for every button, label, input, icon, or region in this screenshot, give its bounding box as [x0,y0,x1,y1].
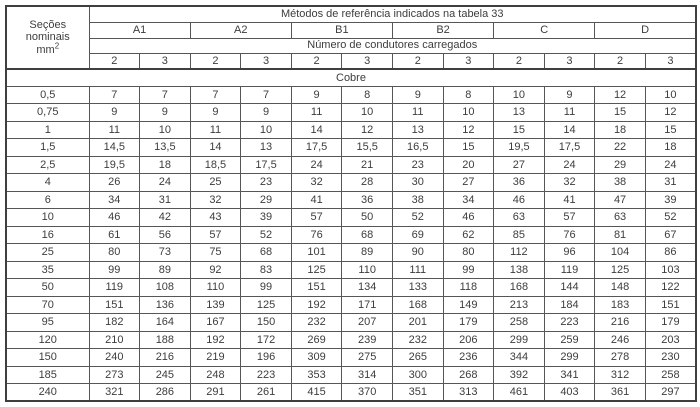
value-cell: 299 [494,331,545,349]
value-cell: 192 [190,331,241,349]
value-cell: 341 [544,366,595,384]
value-cell: 80 [443,244,494,262]
value-cell: 27 [494,156,545,174]
method-d-header: D [595,22,696,38]
value-cell: 46 [443,209,494,227]
material-row [6,69,696,86]
section-cell: 50 [6,279,89,297]
value-cell: 361 [595,384,646,402]
value-cell: 34 [443,191,494,209]
value-cell: 206 [443,331,494,349]
value-cell: 18 [140,156,191,174]
value-cell: 89 [342,244,393,262]
value-cell: 14 [291,121,342,139]
table-row [6,191,696,209]
value-cell: 240 [89,349,140,367]
value-cell: 31 [645,174,696,192]
value-cell: 314 [342,366,393,384]
value-cell: 12 [645,104,696,122]
value-cell: 297 [645,384,696,402]
value-cell: 125 [595,261,646,279]
value-cell: 7 [140,86,191,104]
value-cell: 32 [291,174,342,192]
table-row [6,261,696,279]
value-cell: 151 [291,279,342,297]
value-cell: 216 [140,349,191,367]
value-cell: 286 [140,384,191,402]
value-cell: 392 [494,366,545,384]
value-cell: 27 [443,174,494,192]
count-cell: 2 [595,53,646,69]
ampacity-table [5,5,697,402]
section-cell: 240 [6,384,89,402]
value-cell: 8 [443,86,494,104]
value-cell: 133 [392,279,443,297]
value-cell: 11 [190,121,241,139]
value-cell: 236 [443,349,494,367]
value-cell: 164 [140,314,191,332]
value-cell: 12 [342,121,393,139]
value-cell: 273 [89,366,140,384]
value-cell: 309 [291,349,342,367]
value-cell: 18 [595,121,646,139]
value-cell: 34 [89,191,140,209]
value-cell: 13 [392,121,443,139]
value-cell: 182 [89,314,140,332]
count-cell: 2 [494,53,545,69]
value-cell: 15 [494,121,545,139]
value-cell: 46 [494,191,545,209]
value-cell: 9 [190,104,241,122]
value-cell: 15 [645,121,696,139]
value-cell: 265 [392,349,443,367]
value-cell: 80 [89,244,140,262]
table-row [6,314,696,332]
value-cell: 104 [595,244,646,262]
value-cell: 144 [544,279,595,297]
section-cell: 150 [6,349,89,367]
value-cell: 14 [190,139,241,157]
value-cell: 23 [241,174,292,192]
section-cell: 0,75 [6,104,89,122]
value-cell: 275 [342,349,393,367]
value-cell: 29 [241,191,292,209]
value-cell: 36 [342,191,393,209]
section-cell: 10 [6,209,89,227]
section-cell: 6 [6,191,89,209]
table-row [6,279,696,297]
count-cell: 3 [342,53,393,69]
loaded-conductors-header: Número de condutores carregados [89,38,696,53]
value-cell: 14,5 [89,139,140,157]
value-cell: 149 [443,296,494,314]
value-cell: 89 [140,261,191,279]
value-cell: 299 [544,349,595,367]
value-cell: 259 [544,331,595,349]
method-groups-row [6,22,696,38]
section-cell: 1 [6,121,89,139]
value-cell: 52 [241,226,292,244]
value-cell: 57 [190,226,241,244]
count-cell: 2 [190,53,241,69]
value-cell: 68 [342,226,393,244]
value-cell: 11 [544,104,595,122]
value-cell: 223 [544,314,595,332]
value-cell: 7 [89,86,140,104]
value-cell: 31 [140,191,191,209]
value-cell: 148 [595,279,646,297]
value-cell: 461 [494,384,545,402]
value-cell: 24 [645,156,696,174]
table-body [6,86,696,401]
value-cell: 125 [241,296,292,314]
table-row [6,209,696,227]
section-cell: 95 [6,314,89,332]
count-cell: 2 [392,53,443,69]
value-cell: 14 [544,121,595,139]
table-row [6,104,696,122]
value-cell: 21 [342,156,393,174]
value-cell: 17,5 [241,156,292,174]
value-cell: 22 [595,139,646,157]
value-cell: 18 [645,139,696,157]
value-cell: 86 [645,244,696,262]
value-cell: 41 [544,191,595,209]
value-cell: 39 [645,191,696,209]
section-cell: 70 [6,296,89,314]
value-cell: 213 [494,296,545,314]
value-cell: 63 [494,209,545,227]
value-cell: 17,5 [544,139,595,157]
value-cell: 57 [544,209,595,227]
value-cell: 9 [291,86,342,104]
value-cell: 61 [89,226,140,244]
value-cell: 151 [645,296,696,314]
value-cell: 15 [443,139,494,157]
table-row [6,156,696,174]
method-b1-header: B1 [291,22,392,38]
section-cell: 16 [6,226,89,244]
value-cell: 112 [494,244,545,262]
corner-line1: Seções [29,19,67,32]
value-cell: 239 [342,331,393,349]
table-row [6,296,696,314]
section-cell: 35 [6,261,89,279]
value-cell: 313 [443,384,494,402]
value-cell: 28 [342,174,393,192]
value-cell: 216 [595,314,646,332]
value-cell: 32 [190,191,241,209]
section-cell: 120 [6,331,89,349]
value-cell: 76 [291,226,342,244]
value-cell: 9 [544,86,595,104]
value-cell: 24 [544,156,595,174]
reference-methods-header: Métodos de referência indicados na tabela 33 [89,6,696,22]
value-cell: 125 [291,261,342,279]
value-cell: 85 [494,226,545,244]
methods-header-row [6,6,696,22]
ampacity-table-container [5,5,695,402]
value-cell: 62 [443,226,494,244]
value-cell: 258 [645,366,696,384]
value-cell: 10 [140,121,191,139]
value-cell: 75 [190,244,241,262]
value-cell: 415 [291,384,342,402]
value-cell: 32 [544,174,595,192]
value-cell: 172 [241,331,292,349]
value-cell: 201 [392,314,443,332]
value-cell: 52 [645,209,696,227]
method-a1-header: A1 [89,22,190,38]
value-cell: 203 [645,331,696,349]
value-cell: 261 [241,384,292,402]
value-cell: 196 [241,349,292,367]
value-cell: 268 [443,366,494,384]
value-cell: 96 [544,244,595,262]
value-cell: 30 [392,174,443,192]
value-cell: 8 [342,86,393,104]
value-cell: 11 [89,121,140,139]
section-cell: 1,5 [6,139,89,157]
method-a2-header: A2 [190,22,291,38]
value-cell: 56 [140,226,191,244]
value-cell: 151 [89,296,140,314]
value-cell: 210 [89,331,140,349]
value-cell: 370 [342,384,393,402]
value-cell: 110 [190,279,241,297]
value-cell: 150 [241,314,292,332]
value-cell: 12 [443,121,494,139]
value-cell: 18,5 [190,156,241,174]
value-cell: 99 [89,261,140,279]
value-cell: 232 [291,314,342,332]
section-cell: 25 [6,244,89,262]
table-row [6,244,696,262]
value-cell: 353 [291,366,342,384]
table-row [6,384,696,402]
value-cell: 179 [645,314,696,332]
method-b2-header: B2 [392,22,493,38]
superscript-2: 2 [54,40,60,50]
value-cell: 57 [291,209,342,227]
value-cell: 403 [544,384,595,402]
conductor-counts-row [6,53,696,69]
table-row [6,366,696,384]
table-row [6,86,696,104]
table-row [6,331,696,349]
value-cell: 10 [342,104,393,122]
value-cell: 38 [392,191,443,209]
value-cell: 291 [190,384,241,402]
value-cell: 26 [89,174,140,192]
value-cell: 192 [291,296,342,314]
value-cell: 19,5 [89,156,140,174]
value-cell: 24 [140,174,191,192]
value-cell: 11 [291,104,342,122]
value-cell: 136 [140,296,191,314]
value-cell: 13 [494,104,545,122]
value-cell: 321 [89,384,140,402]
value-cell: 232 [392,331,443,349]
value-cell: 83 [241,261,292,279]
nominal-sections-header [6,6,89,69]
value-cell: 300 [392,366,443,384]
value-cell: 12 [595,86,646,104]
value-cell: 168 [392,296,443,314]
count-cell: 3 [241,53,292,69]
value-cell: 39 [241,209,292,227]
value-cell: 344 [494,349,545,367]
value-cell: 23 [392,156,443,174]
material-label: Cobre [6,69,696,86]
value-cell: 171 [342,296,393,314]
value-cell: 183 [595,296,646,314]
value-cell: 24 [291,156,342,174]
value-cell: 9 [140,104,191,122]
value-cell: 184 [544,296,595,314]
value-cell: 68 [241,244,292,262]
value-cell: 46 [89,209,140,227]
value-cell: 278 [595,349,646,367]
value-cell: 9 [392,86,443,104]
value-cell: 219 [190,349,241,367]
method-c-header: C [494,22,595,38]
value-cell: 351 [392,384,443,402]
section-cell: 185 [6,366,89,384]
value-cell: 99 [443,261,494,279]
value-cell: 90 [392,244,443,262]
value-cell: 10 [241,121,292,139]
value-cell: 188 [140,331,191,349]
value-cell: 69 [392,226,443,244]
value-cell: 9 [89,104,140,122]
value-cell: 139 [190,296,241,314]
value-cell: 312 [595,366,646,384]
value-cell: 38 [595,174,646,192]
count-cell: 3 [645,53,696,69]
table-row [6,349,696,367]
table-row [6,139,696,157]
value-cell: 25 [190,174,241,192]
value-cell: 245 [140,366,191,384]
value-cell: 168 [494,279,545,297]
value-cell: 138 [494,261,545,279]
section-cell: 2,5 [6,156,89,174]
section-cell: 0,5 [6,86,89,104]
count-cell: 2 [291,53,342,69]
count-cell: 3 [140,53,191,69]
value-cell: 52 [392,209,443,227]
value-cell: 81 [595,226,646,244]
value-cell: 179 [443,314,494,332]
value-cell: 16,5 [392,139,443,157]
value-cell: 111 [392,261,443,279]
value-cell: 7 [190,86,241,104]
value-cell: 269 [291,331,342,349]
value-cell: 73 [140,244,191,262]
table-row [6,174,696,192]
value-cell: 119 [89,279,140,297]
table-row [6,226,696,244]
value-cell: 76 [544,226,595,244]
value-cell: 36 [494,174,545,192]
value-cell: 167 [190,314,241,332]
value-cell: 9 [241,104,292,122]
value-cell: 43 [190,209,241,227]
value-cell: 258 [494,314,545,332]
value-cell: 230 [645,349,696,367]
value-cell: 103 [645,261,696,279]
value-cell: 13,5 [140,139,191,157]
count-cell: 2 [89,53,140,69]
value-cell: 63 [595,209,646,227]
value-cell: 15 [595,104,646,122]
corner-line2: nominais [25,31,70,44]
value-cell: 17,5 [291,139,342,157]
value-cell: 223 [241,366,292,384]
value-cell: 42 [140,209,191,227]
value-cell: 47 [595,191,646,209]
value-cell: 19,5 [494,139,545,157]
value-cell: 92 [190,261,241,279]
count-cell: 3 [544,53,595,69]
table-row [6,121,696,139]
value-cell: 41 [291,191,342,209]
value-cell: 99 [241,279,292,297]
conductors-header-row [6,38,696,53]
value-cell: 13 [241,139,292,157]
value-cell: 67 [645,226,696,244]
value-cell: 7 [241,86,292,104]
value-cell: 10 [645,86,696,104]
value-cell: 108 [140,279,191,297]
value-cell: 50 [342,209,393,227]
value-cell: 11 [392,104,443,122]
value-cell: 10 [494,86,545,104]
value-cell: 29 [595,156,646,174]
value-cell: 207 [342,314,393,332]
value-cell: 122 [645,279,696,297]
count-cell: 3 [443,53,494,69]
value-cell: 118 [443,279,494,297]
value-cell: 10 [443,104,494,122]
value-cell: 134 [342,279,393,297]
value-cell: 20 [443,156,494,174]
value-cell: 246 [595,331,646,349]
value-cell: 15,5 [342,139,393,157]
value-cell: 101 [291,244,342,262]
value-cell: 119 [544,261,595,279]
section-cell: 4 [6,174,89,192]
value-cell: 110 [342,261,393,279]
corner-line3: $mm^2$ [36,40,60,56]
value-cell: 248 [190,366,241,384]
